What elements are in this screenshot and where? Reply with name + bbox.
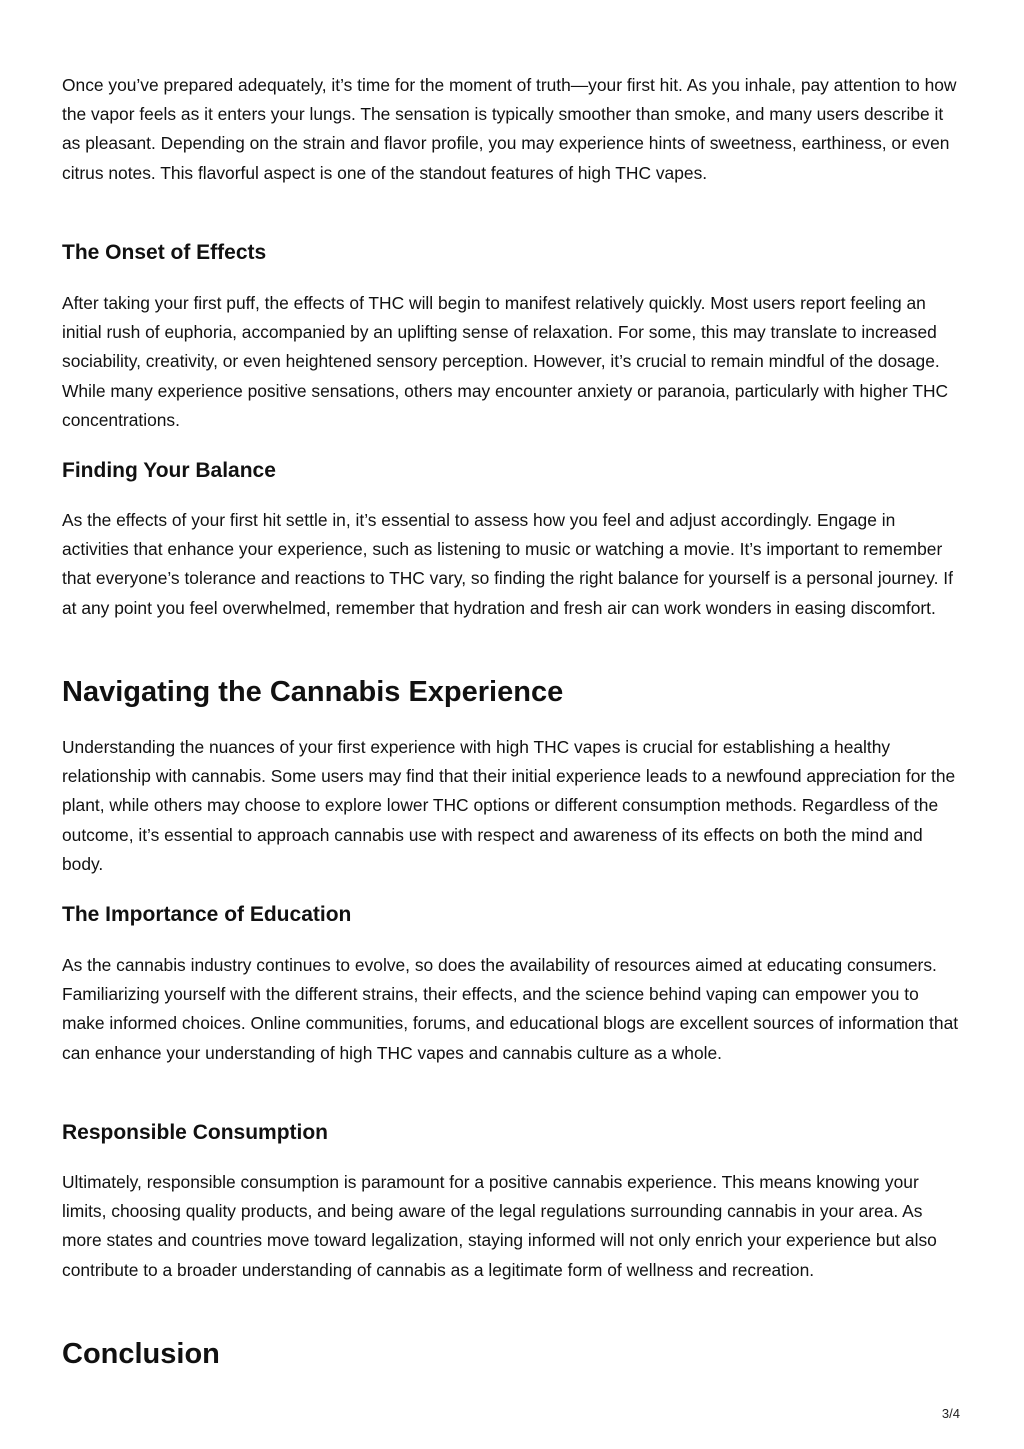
heading-navigating-cannabis-experience: Navigating the Cannabis Experience xyxy=(62,676,564,708)
heading-responsible-consumption: Responsible Consumption xyxy=(62,1121,329,1144)
paragraph-importance-of-education: As the cannabis industry continues to evolve, so does the availability of resources aimed at educating consumers. Familiarizing yourself with the different strains, their effects, and the science behind vaping can empower you to make informed choices. Online communities, forums, and educational blogs are excellent sources of information that can enhance your understanding of high THC vapes and cannabis culture as a whole. xyxy=(62,955,959,1063)
paragraph-first-hit: Once you’ve prepared adequately, it’s time for the moment of truth—your first hit. As you inhale, pay attention to how the vapor feels as it enters your lungs. The sensation is typically smoother than smoke, and many users describe it as pleasant. Depending on the strain and flavor profile, you may experience hints of sweetness, earthiness, or even citrus notes. This flavorful aspect is one of the standout features of high THC vapes. xyxy=(62,75,957,183)
paragraph-responsible-consumption: Ultimately, responsible consumption is paramount for a positive cannabis experience. This means knowing your limits, choosing quality products, and being aware of the legal regulations surrounding cannabis in your area. As more states and countries move toward legalization, staying informed will not only enrich your experience but also contribute to a broader understanding of cannabis as a legitimate form of wellness and recreation. xyxy=(62,1172,937,1280)
heading-conclusion: Conclusion xyxy=(62,1338,220,1370)
page-number: 3/4 xyxy=(941,1406,960,1421)
paragraph-navigating-cannabis-experience: Understanding the nuances of your first experience with high THC vapes is crucial for establishing a healthy relationship with cannabis. Some users may find that their initial experience leads to a newfound appreciation for the plant, while others may choose to explore lower THC options or different consumption methods. Regardless of the outcome, it’s essential to approach cannabis use with respect and awareness of its effects on both the mind and body. xyxy=(62,737,956,874)
paragraph-finding-your-balance: As the effects of your first hit settle in, it’s essential to assess how you feel and adjust accordingly. Engage in activities that enhance your experience, such as listening to music or watching a movie. It’s important to remember that everyone’s tolerance and reactions to THC vary, so finding the right balance for yourself is a personal journey. If at any point you feel overwhelmed, remember that hydration and fresh air can work wonders in easing discomfort. xyxy=(62,510,953,618)
paragraph-onset-of-effects: After taking your first puff, the effects of THC will begin to manifest relatively quickly. Most users report feeling an initial rush of euphoria, accompanied by an uplifting sense of relaxation. For some, this may translate to increased sociability, creativity, or even heightened sensory perception. However, it’s crucial to remain mindful of the dosage. While many experience positive sensations, others may encounter anxiety or paranoia, particularly with higher THC concentrations. xyxy=(62,293,949,430)
heading-importance-of-education: The Importance of Education xyxy=(62,903,352,926)
heading-onset-of-effects: The Onset of Effects xyxy=(62,241,267,264)
heading-finding-your-balance: Finding Your Balance xyxy=(62,459,276,482)
